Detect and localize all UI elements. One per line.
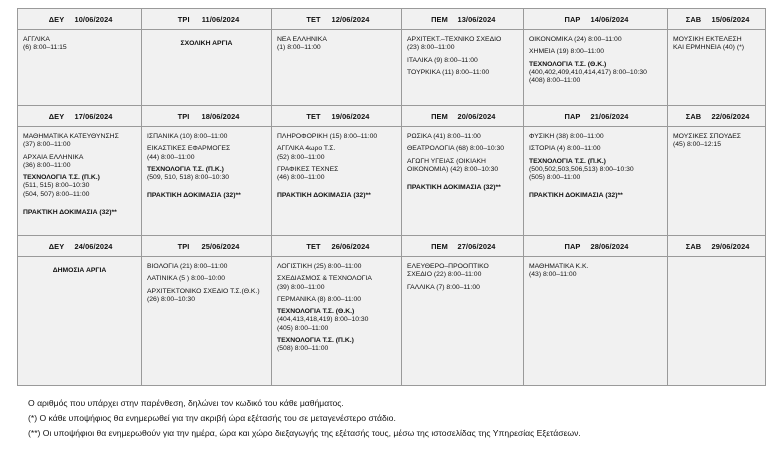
day-exams-cell bbox=[272, 127, 402, 236]
exam-line: (52) 8:00–11:00 bbox=[277, 153, 325, 161]
exam-entry bbox=[147, 263, 266, 271]
exam-heading bbox=[277, 192, 396, 200]
week-exams-row bbox=[18, 257, 766, 386]
exam-entry bbox=[673, 133, 760, 150]
exam-line: ΠΡΑΚΤΙΚΗ ΔΟΚΙΜΑΣΙΑ (32)** bbox=[407, 184, 501, 192]
day-header bbox=[18, 236, 142, 257]
day-header bbox=[668, 236, 766, 257]
exam-line: (500,502,503,506,513) 8:00–10:30 bbox=[529, 165, 634, 173]
day-header bbox=[668, 106, 766, 127]
exam-line: ΧΗΜΕΙΑ (19) 8:00–11:00 bbox=[529, 48, 605, 56]
exam-heading bbox=[23, 209, 136, 217]
exam-entry bbox=[277, 275, 396, 292]
exam-line: ΣΧΕΔΙΑΣΜΟΣ & ΤΕΧΝΟΛΟΓΙΑ bbox=[277, 275, 372, 283]
exam-line: ΤΕΧΝΟΛΟΓΙΑ Τ.Σ. (Π.Κ.) bbox=[529, 157, 606, 165]
day-name: ΠΕΜ bbox=[431, 111, 448, 121]
exam-entry bbox=[277, 345, 396, 353]
exam-line: ΕΙΚΑΣΤΙΚΕΣ ΕΦΑΡΜΟΓΕΣ bbox=[147, 145, 231, 153]
exam-line: ΠΡΑΚΤΙΚΗ ΔΟΚΙΜΑΣΙΑ (32)** bbox=[277, 192, 371, 200]
day-date: 11/06/2024 bbox=[201, 14, 240, 24]
exam-line: ΘΕΑΤΡΟΛΟΓΙΑ (68) 8:00–10:30 bbox=[407, 145, 505, 153]
exam-line: ΔΗΜΟΣΙΑ ΑΡΓΙΑ bbox=[52, 267, 107, 274]
day-name: ΠΕΜ bbox=[431, 241, 448, 251]
exam-entry bbox=[529, 36, 662, 44]
exam-entry bbox=[277, 166, 396, 183]
day-exams-cell bbox=[142, 127, 272, 236]
day-date: 29/06/2024 bbox=[711, 241, 750, 251]
note-double-asterisk: (**) Οι υποψήφιοι θα ενημερωθούν για την ημέρα, ώρα και χώρο διεξαγωγής της εξέτασής τους, μέσω της ιστοσελίδας της Υπηρεσίας Εξετάσεων. bbox=[28, 428, 581, 438]
note-single-asterisk: (*) Ο κάθε υποψήφιος θα ενημερωθεί για την ακριβή ώρα εξέτασής του σε μεταγενέστερο στάδιο. bbox=[28, 413, 396, 423]
exam-line: (508) 8:00–11:00 bbox=[277, 345, 329, 353]
exam-entry bbox=[147, 145, 266, 162]
exam-line: (509, 510, 518) 8:00–10:30 bbox=[147, 174, 230, 182]
exam-line: ΙΣΠΑΝΙΚΑ (10) 8:00–11:00 bbox=[147, 133, 228, 140]
day-date: 26/06/2024 bbox=[331, 241, 370, 251]
exam-line: ΙΣΤΟΡΙΑ (4) 8:00–11:00 bbox=[529, 145, 601, 153]
exam-heading bbox=[23, 267, 136, 275]
exam-line: (23) 8:00–11:00 bbox=[407, 44, 455, 52]
day-date: 24/06/2024 bbox=[74, 241, 113, 251]
exam-line: ΑΡΧΑΙΑ ΕΛΛΗΝΙΚΑ bbox=[23, 153, 84, 161]
exam-entry bbox=[407, 57, 518, 65]
exam-line: ΓΑΛΛΙΚΑ (7) 8:00–11:00 bbox=[407, 283, 480, 291]
day-exams-cell bbox=[524, 127, 668, 236]
exam-line: ΓΕΡΜΑΝΙΚΑ (8) 8:00–11:00 bbox=[277, 295, 362, 303]
exam-heading bbox=[147, 40, 266, 48]
exam-line: ΦΥΣΙΚΗ (38) 8:00–11:00 bbox=[529, 133, 604, 140]
exam-line: ΡΩΣΙΚΑ (41) 8:00–11:00 bbox=[407, 133, 481, 140]
day-date: 17/06/2024 bbox=[74, 111, 113, 121]
day-header bbox=[142, 106, 272, 127]
week-header-row bbox=[18, 106, 766, 127]
day-date: 12/06/2024 bbox=[331, 14, 370, 24]
day-exams-cell bbox=[402, 30, 524, 106]
day-date: 10/06/2024 bbox=[74, 14, 113, 24]
week-exams-row bbox=[18, 127, 766, 236]
day-exams-cell bbox=[18, 257, 142, 386]
exam-line: (511, 515) 8:00–10:30 bbox=[23, 182, 90, 190]
exam-heading bbox=[529, 61, 662, 69]
exam-line: ΤΕΧΝΟΛΟΓΙΑ Τ.Σ. (Π.Κ.) bbox=[23, 174, 100, 182]
exam-entry bbox=[407, 133, 518, 141]
exam-entry bbox=[407, 284, 518, 292]
exam-line: ΤΕΧΝΟΛΟΓΙΑ Τ.Σ. (Π.Κ.) bbox=[147, 165, 224, 173]
exam-entry bbox=[277, 263, 396, 271]
day-header bbox=[18, 9, 142, 30]
exam-line: ΜΟΥΣΙΚΗ ΕΚΤΕΛΕΣΗ bbox=[673, 36, 742, 43]
exam-line: ΠΛΗΡΟΦΟΡΙΚΗ (15) 8:00–11:00 bbox=[277, 133, 378, 140]
day-exams-cell bbox=[142, 257, 272, 386]
exam-line: (26) 8:00–10:30 bbox=[147, 295, 195, 303]
exam-entry bbox=[23, 154, 136, 171]
exam-entry bbox=[23, 133, 136, 150]
week-header-row bbox=[18, 236, 766, 257]
exam-entry bbox=[147, 174, 266, 182]
exam-line: (43) 8:00–11:00 bbox=[529, 271, 577, 279]
day-header bbox=[402, 236, 524, 257]
exam-line: ΠΡΑΚΤΙΚΗ ΔΟΚΙΜΑΣΙΑ (32)** bbox=[529, 192, 623, 200]
exam-entry bbox=[407, 263, 518, 280]
exam-timetable bbox=[17, 8, 766, 386]
exam-entry bbox=[277, 133, 396, 141]
day-date: 15/06/2024 bbox=[711, 14, 750, 24]
exam-heading bbox=[147, 166, 266, 174]
day-exams-cell bbox=[668, 30, 766, 106]
day-header bbox=[142, 236, 272, 257]
day-name: ΤΡΙ bbox=[177, 111, 190, 121]
day-name: ΠΑΡ bbox=[564, 111, 581, 121]
exam-line: ΜΟΥΣΙΚΕΣ ΣΠΟΥΔΕΣ bbox=[673, 133, 741, 140]
exam-entry bbox=[277, 36, 396, 53]
exam-line: ΑΓΩΓΗ ΥΓΕΙΑΣ (ΟΙΚΙΑΚΗ bbox=[407, 157, 486, 165]
day-name: ΣΑΒ bbox=[685, 14, 702, 24]
exam-line: ΤΕΧΝΟΛΟΓΙΑ Τ.Σ. (Π.Κ.) bbox=[277, 337, 354, 345]
exam-line: (404,413,418,419) 8:00–10:30 bbox=[277, 316, 369, 324]
exam-line: ΟΙΚΟΝΟΜΙΚΑ (24) 8:00–11:00 bbox=[529, 36, 622, 43]
exam-entry bbox=[529, 48, 662, 56]
exam-line: ΣΧΕΔΙΟ (22) 8:00–11:00 bbox=[407, 271, 482, 279]
exam-entry bbox=[147, 275, 266, 283]
exam-line: ΝΕΑ ΕΛΛΗΝΙΚΑ bbox=[277, 36, 327, 43]
day-date: 13/06/2024 bbox=[457, 14, 496, 24]
day-name: ΣΑΒ bbox=[685, 111, 702, 121]
exam-entry bbox=[529, 145, 662, 153]
exam-entry bbox=[147, 133, 266, 141]
exam-entry bbox=[529, 263, 662, 280]
day-exams-cell bbox=[272, 257, 402, 386]
day-name: ΤΕΤ bbox=[306, 111, 321, 121]
day-header bbox=[142, 9, 272, 30]
day-date: 20/06/2024 bbox=[457, 111, 496, 121]
exam-line: ΑΡΧΙΤΕΚΤΟΝΙΚΟ ΣΧΕΔΙΟ Τ.Σ.(Θ.Κ.) bbox=[147, 287, 260, 295]
exam-heading bbox=[277, 308, 396, 316]
exam-heading bbox=[277, 337, 396, 345]
exam-line: ΑΓΓΛΙΚΑ 4ωρο Τ.Σ. bbox=[277, 145, 336, 153]
exam-line: ΓΡΑΦΙΚΕΣ ΤΕΧΝΕΣ bbox=[277, 165, 339, 173]
exam-line: ΕΛΕΥΘΕΡΟ–ΠΡΟΟΠΤΙΚΟ bbox=[407, 263, 489, 270]
exam-line: (405) 8:00–11:00 bbox=[277, 324, 329, 332]
exam-entry bbox=[277, 296, 396, 304]
day-date: 28/06/2024 bbox=[590, 241, 629, 251]
day-exams-cell bbox=[668, 257, 766, 386]
day-exams-cell bbox=[668, 127, 766, 236]
day-header bbox=[272, 9, 402, 30]
day-exams-cell bbox=[18, 127, 142, 236]
exam-heading bbox=[147, 192, 266, 200]
exam-line: ΣΧΟΛΙΚΗ ΑΡΓΙΑ bbox=[180, 40, 233, 47]
exam-heading bbox=[407, 184, 518, 192]
day-name: ΔΕΥ bbox=[48, 241, 65, 251]
exam-line: ΚΑΙ ΕΡΜΗΝΕΙΑ (40) (*) bbox=[673, 44, 745, 52]
exam-line: ΛΑΤΙΝΙΚΑ (5 ) 8:00–10:00 bbox=[147, 275, 226, 283]
exam-entry bbox=[407, 158, 518, 175]
exam-entry bbox=[277, 316, 396, 333]
day-header bbox=[272, 236, 402, 257]
day-name: ΤΕΤ bbox=[306, 14, 321, 24]
day-header bbox=[18, 106, 142, 127]
day-name: ΔΕΥ bbox=[48, 111, 65, 121]
exam-line: (44) 8:00–11:00 bbox=[147, 153, 195, 161]
day-exams-cell bbox=[142, 30, 272, 106]
exam-line: ΠΡΑΚΤΙΚΗ ΔΟΚΙΜΑΣΙΑ (32)** bbox=[23, 209, 117, 217]
exam-line: (39) 8:00–11:00 bbox=[277, 283, 325, 291]
day-date: 27/06/2024 bbox=[457, 241, 496, 251]
day-header bbox=[668, 9, 766, 30]
exam-entry bbox=[673, 36, 760, 53]
exam-entry bbox=[277, 145, 396, 162]
exam-entry bbox=[23, 182, 136, 199]
exam-line: (400,402,409,410,414,417) 8:00–10:30 bbox=[529, 68, 647, 76]
exam-line: ΤΕΧΝΟΛΟΓΙΑ Τ.Σ. (Θ.Κ.) bbox=[277, 308, 355, 316]
day-date: 22/06/2024 bbox=[711, 111, 750, 121]
day-name: ΠΑΡ bbox=[564, 14, 581, 24]
exam-line: ΜΑΘΗΜΑΤΙΚΑ ΚΑΤΕΥΘΥΝΣΗΣ bbox=[23, 133, 119, 140]
exam-entry bbox=[407, 145, 518, 153]
exam-line: ΤΟΥΡΚΙΚΑ (11) 8:00–11:00 bbox=[407, 68, 490, 76]
day-name: ΤΡΙ bbox=[177, 14, 190, 24]
day-header bbox=[402, 9, 524, 30]
exam-line: ΟΙΚΟΝΟΜΙΑ) (42) 8:00–10:30 bbox=[407, 165, 499, 173]
day-name: ΤΕΤ bbox=[306, 241, 321, 251]
day-name: ΠΕΜ bbox=[431, 14, 448, 24]
exam-heading bbox=[529, 192, 662, 200]
day-date: 19/06/2024 bbox=[331, 111, 370, 121]
exam-line: (408) 8:00–11:00 bbox=[529, 77, 581, 85]
exam-entry bbox=[407, 36, 518, 53]
day-exams-cell bbox=[402, 127, 524, 236]
note-course-code: Ο αριθμός που υπάρχει στην παρένθεση, δηλώνει τον κωδικό του κάθε μαθήματος. bbox=[28, 398, 344, 408]
exam-heading bbox=[23, 174, 136, 182]
exam-line: ΤΕΧΝΟΛΟΓΙΑ Τ.Σ. (Θ.Κ.) bbox=[529, 60, 607, 68]
day-header bbox=[272, 106, 402, 127]
exam-line: (504, 507) 8:00–11:00 bbox=[23, 190, 90, 198]
exam-heading bbox=[529, 158, 662, 166]
week-header-row bbox=[18, 9, 766, 30]
exam-line: ΠΡΑΚΤΙΚΗ ΔΟΚΙΜΑΣΙΑ (32)** bbox=[147, 192, 241, 200]
exam-line: ΜΑΘΗΜΑΤΙΚΑ Κ.Κ. bbox=[529, 263, 589, 270]
exam-line: (45) 8:00–12:15 bbox=[673, 141, 721, 149]
day-exams-cell bbox=[402, 257, 524, 386]
exam-entry bbox=[147, 288, 266, 305]
day-header bbox=[524, 106, 668, 127]
day-name: ΣΑΒ bbox=[685, 241, 702, 251]
day-header bbox=[524, 9, 668, 30]
day-exams-cell bbox=[524, 257, 668, 386]
exam-line: (1) 8:00–11:00 bbox=[277, 44, 321, 52]
day-name: ΠΑΡ bbox=[564, 241, 581, 251]
week-exams-row bbox=[18, 30, 766, 106]
exam-line: (46) 8:00–11:00 bbox=[277, 174, 325, 182]
day-name: ΤΡΙ bbox=[177, 241, 190, 251]
exam-line: (37) 8:00–11:00 bbox=[23, 141, 71, 149]
day-date: 21/06/2024 bbox=[590, 111, 629, 121]
exam-line: ΑΓΓΛΙΚΑ bbox=[23, 36, 50, 43]
exam-line: ΒΙΟΛΟΓΙΑ (21) 8:00–11:00 bbox=[147, 263, 228, 270]
day-date: 14/06/2024 bbox=[590, 14, 629, 24]
day-name: ΔΕΥ bbox=[48, 14, 65, 24]
day-header bbox=[402, 106, 524, 127]
exam-entry bbox=[407, 69, 518, 77]
exam-line: (505) 8:00–11:00 bbox=[529, 174, 581, 182]
exam-entry bbox=[23, 36, 136, 53]
day-exams-cell bbox=[524, 30, 668, 106]
day-header bbox=[524, 236, 668, 257]
exam-entry bbox=[529, 69, 662, 86]
exam-entry bbox=[529, 133, 662, 141]
exam-line: ΙΤΑΛΙΚΑ (9) 8:00–11:00 bbox=[407, 56, 478, 64]
exam-line: ΛΟΓΙΣΤΙΚΗ (25) 8:00–11:00 bbox=[277, 263, 362, 270]
day-date: 18/06/2024 bbox=[201, 111, 240, 121]
day-exams-cell bbox=[272, 30, 402, 106]
exam-line: (36) 8:00–11:00 bbox=[23, 161, 71, 169]
day-exams-cell bbox=[18, 30, 142, 106]
exam-line: (6) 8:00–11:15 bbox=[23, 44, 67, 52]
exam-line: ΑΡΧΙΤΕΚΤ.–ΤΕΧΝΙΚΟ ΣΧΕΔΙΟ bbox=[407, 36, 502, 43]
day-date: 25/06/2024 bbox=[201, 241, 240, 251]
exam-entry bbox=[529, 166, 662, 183]
